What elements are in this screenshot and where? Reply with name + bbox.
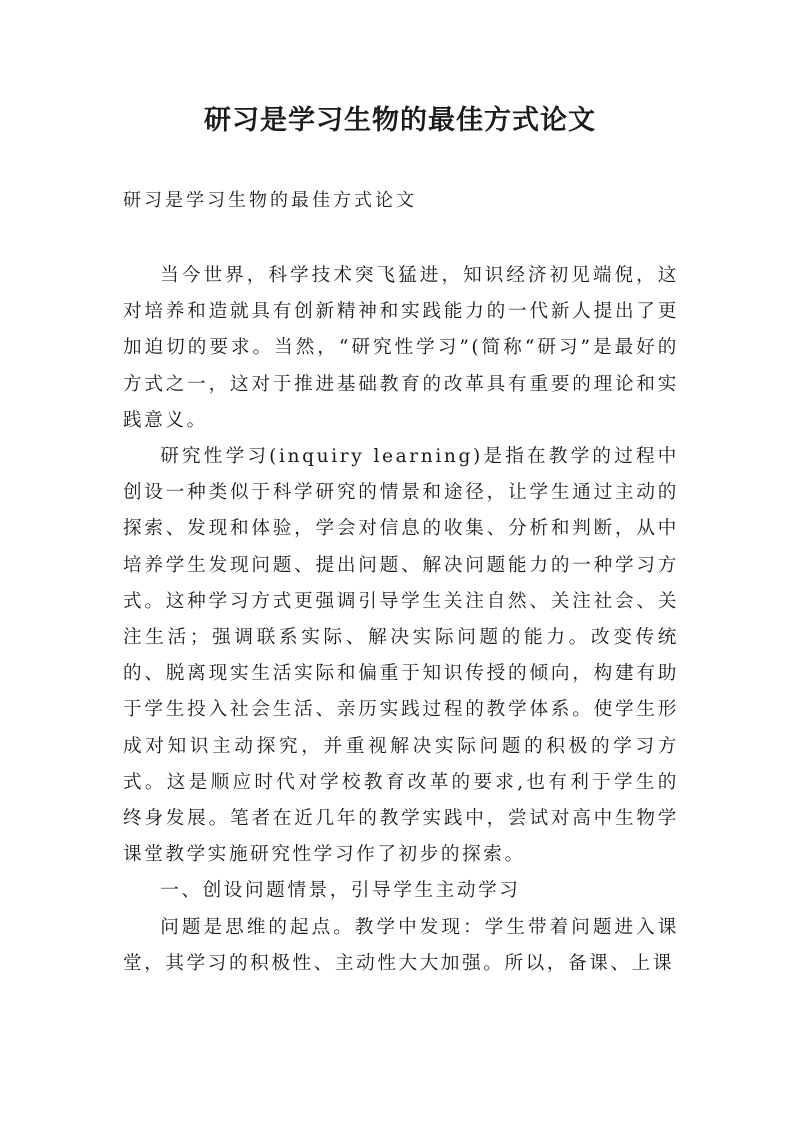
paragraph-section-start: 问题是思维的起点。教学中发现：学生带着问题进入课堂，其学习的积极性、主动性大大加强。所以，备课、上课 xyxy=(123,916,679,974)
paragraph-intro: 当今世界，科学技术突飞猛进，知识经济初见端倪，这对培养和造就具有创新精神和实践能力的一代新人提出了更加迫切的要求。当然，“研究性学习”(简称“研习”是最好的方式之一，这对于推进基础教育的改革具有重要的理论和实践意义。 xyxy=(123,265,679,431)
document-body xyxy=(123,258,679,982)
document-title: 研习是学习生物的最佳方式论文 xyxy=(204,105,596,136)
section-heading: 一、创设问题情景，引导学生主动学习 xyxy=(160,880,521,902)
paragraph-definition: 研究性学习(inquiry learning)是指在教学的过程中创设一种类似于科学研究的情景和途径，让学生通过主动的探索、发现和体验，学会对信息的收集、分析和判断，从中培养学生发现问题、提出问题、解决问题能力的一种学习方式。这种学习方式更强调引导学生关注自然、关注社会、关注生活；强调联系实际、解决实际问题的能力。改变传统的、脱离现实生活实际和偏重于知识传授的倾向，构建有助于学生投入社会生活、亲历实践过程的教学体系。使学生形成对知识主动探究，并重视解决实际问题的积极的学习方式。这是顺应时代对学校教育改革的要求,也有利于学生的终身发展。笔者在近几年的教学实践中，尝试对高中生物学课堂教学实施研究性学习作了初步的探索。 xyxy=(123,446,679,866)
document-subtitle: 研习是学习生物的最佳方式论文 xyxy=(123,190,417,211)
